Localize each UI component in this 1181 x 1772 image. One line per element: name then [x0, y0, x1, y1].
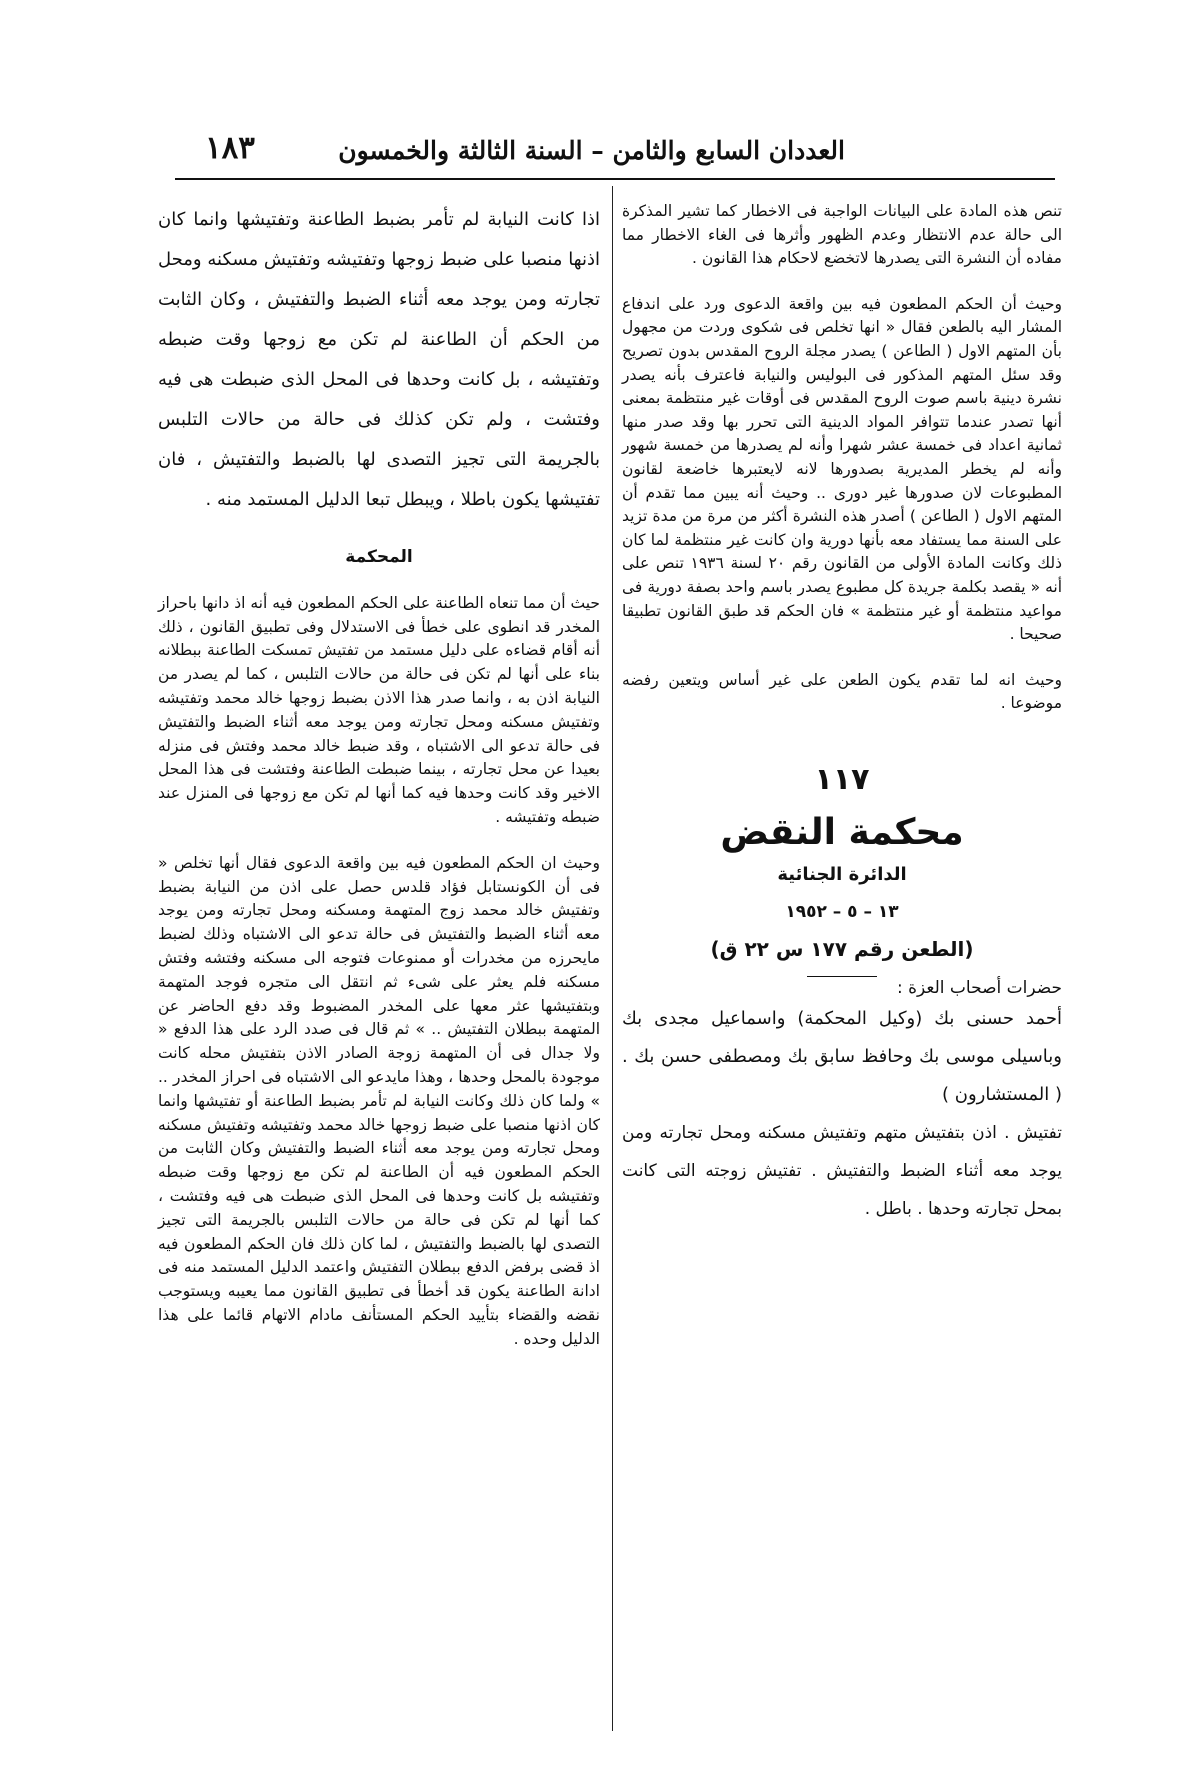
left-column: [158, 200, 600, 1352]
paragraph: تنص هذه المادة على البيانات الواجبة فى الاخطار كما تشير المذكرة الى حالة عدم الانتظار وعدم الظهور وأثرها فى الغاء الاخطار مما مفاده أن النشرة التى يصدرها لاتخضع لاحكام هذا القانون .: [622, 202, 1062, 268]
header-rule: [175, 178, 1055, 180]
page-number: ١٨٣: [205, 130, 255, 166]
appeal-number: (الطعن رقم ١٧٧ س ٢٢ ق): [710, 937, 974, 962]
judges-list: أحمد حسنى بك (وكيل المحكمة) واسماعيل مجدى بك وباسيلى موسى بك وحافظ سابق بك ومصطفى حسن بك . ( المستشارون ): [622, 1008, 1062, 1106]
legal-principle: اذا كانت النيابة لم تأمر بضبط الطاعنة وتفتيشها وانما كان اذنها منصبا على ضبط زوجها وتفتيشه وتفتيش مسكنه ومحل تجارته ومن يوجد معه أثناء الضبط والتفتيش ، وكان الثابت من الحكم أن الطاعنة لم تكن مع زوجها وقت ضبطه وتفتيشه ، بل كانت وحدها فى المحل الذى ضبطت هى فيه وفتشت ، ولم تكن كذلك فى حالة من حالات التلبس بالجريمة التى تجيز التصدى لها بالضبط والتفتيش ، فان تفتيشها يكون باطلا ، ويبطل تبعا الدليل المستمد منه .: [158, 209, 600, 510]
right-column: [622, 200, 1062, 1228]
paragraph: وحيث أن الحكم المطعون فيه بين واقعة الدعوى ورد على اندفاع المشار اليه بالطعن فقال « انها تخلص فى شكوى وردت من مجهول بأن المتهم الاول ( الطاعن ) يصدر مجلة الروح المقدس بدون تصريح وقد سئل المتهم المذكور فى البوليس والنيابة فاعترف بأنه يصدر نشرة دينية باسم صوت الروح المقدس فى أوقات غير منتظمة بمعنى أنها تصدر عندما تتوافر المواد الدينية التى تحرر بها وقد صدر منها ثمانية اعداد فى خمسة عشر شهرا وأنه لم يصدرها من خمسة شهور وأنه لم يخطر المديرية بصدورها لانه لايعتبرها خاضعة لقانون المطبوعات لان صدورها غير دورى .. وحيث أنه يبين مما تقدم أن المتهم الاول ( الطاعن ) أصدر هذه النشرة أكثر من مرة من مدة تزيد على السنة مما يستفاد معه بأنها دورية وان كانت غير منتظمة لما كان ذلك وكانت المادة الأولى من القانون رقم ٢٠ لسنة ١٩٣٦ تنص على أنه « يقصد بكلمة جريدة كل مطبوع يصدر باسم واحد بصفة دورية فى مواعيد منتظمة أو غير منتظمة » فان الحكم قد طبق القانون تطبيقا صحيحا .: [622, 294, 1062, 644]
case-summary: تفتيش . اذن بتفتيش متهم وتفتيش مسكنه ومحل تجارته ومن يوجد معه أثناء الضبط والتفتيش . تفتيش زوجته التى كانت بمحل تجارته وحدها . باطل .: [622, 1123, 1062, 1220]
column-divider: [612, 186, 613, 1731]
case-header: [622, 761, 1062, 977]
judges-heading: حضرات أصحاب العزة :: [896, 977, 1062, 998]
page-header: [175, 128, 1055, 174]
paragraph: وحيث ان الحكم المطعون فيه بين واقعة الدعوى فقال أنها تخلص « فى أن الكونستابل فؤاد قلدس حصل على اذن من النيابة بضبط وتفتيش خالد محمد زوج المتهمة ومسكنه ومحل تجارته ومن يوجد معه أثناء الضبط والتفتيش فى حالة تدعو الى الاشتباه وذلك لضبط مايحرزه من مخدرات أو ممنوعات فتوجه الى مسكنه وفتشه وفتش مسكنه فلم يعثر على شىء ثم انتقل الى متجره فوجد المتهمة وبتفتيشها عثر معها على المخدر المضبوط وقد دفع الحاضر عن المتهمة ببطلان التفتيش .. » ثم قال فى صدد الرد على هذا الدفع « ولا جدال فى أن المتهمة زوجة الصادر الاذن بتفتيش محله كانت موجودة بالمحل وحدها ، وهذا مايدعو الى الاشتباه فى احراز المخدر .. » ولما كان ذلك وكانت النيابة لم تأمر بضبط الطاعنة أو تفتيشها وانما كان اذنها منصبا على ضبط زوجها خالد محمد وتفتيشه وتفتيش مسكنه ومحل تجارته ومن يوجد معه أثناء الضبط والتفتيش وكان الثابت من الحكم المطعون فيه أن الطاعنة لم تكن مع زوجها وقت ضبطه وتفتيشه بل كانت وحدها فى المحل الذى ضبطت هى فيه وفتشت ، كما أنها لم تكن فى حالة من حالات التلبس بالجريمة التى تجيز التصدى لها بالضبط والتفتيش ، لما كان ذلك فان الحكم المطعون فيه اذ قضى برفض الدفع ببطلان التفتيش واعتمد الدليل المستمد منه فى ادانة الطاعنة يكون قد أخطأ فى تطبيق القانون مما يعيبه ويستوجب نقضه والقضاء بتأييد الحكم المستأنف مادام الاتهام قائما على هذا الدليل وحده .: [158, 853, 600, 1348]
circuit-name: الدائرة الجنائية: [777, 864, 907, 886]
paragraph: وحيث انه لما تقدم يكون الطعن على غير أساس ويتعين رفضه موضوعا .: [622, 670, 1062, 713]
header-title: العددان السابع والثامن – السنة الثالثة والخمسون: [338, 136, 845, 165]
case-number: ١١٧: [814, 761, 870, 797]
case-date: ١٣ – ٥ – ١٩٥٢: [785, 901, 899, 922]
court-name: محكمة النقض: [720, 812, 964, 854]
paragraph: حيث أن مما تنعاه الطاعنة على الحكم المطعون فيه أنه اذ دانها باحراز المخدر قد انطوى على خطأ فى الاستدلال وفى تطبيق القانون ، ذلك أنه أقام قضاءه على دليل مستمد من تفتيش تمسكت الطاعنة ببطلانه بناء على أنها لم تكن فى حالة من حالات التلبس ، كما لم يصدر من النيابة اذن به ، وانما صدر هذا الاذن بضبط زوجها خالد محمد وتفتيشه وتفتيش مسكنه ومحل تجارته ومن يوجد معه أثناء الضبط والتفتيش فى حالة تدعو الى الاشتباه ، وقد ضبط خالد محمد وفتش فى منزله بعيدا عن محل تجارته ، بينما ضبطت الطاعنة وفتشت فى هذا المحل الاخير وقد كانت وحدها فيه كما أنها لم تكن مع زوجها فى المنزل عند ضبطه وتفتيشه .: [158, 593, 600, 826]
section-heading: المحكمة: [345, 547, 413, 567]
